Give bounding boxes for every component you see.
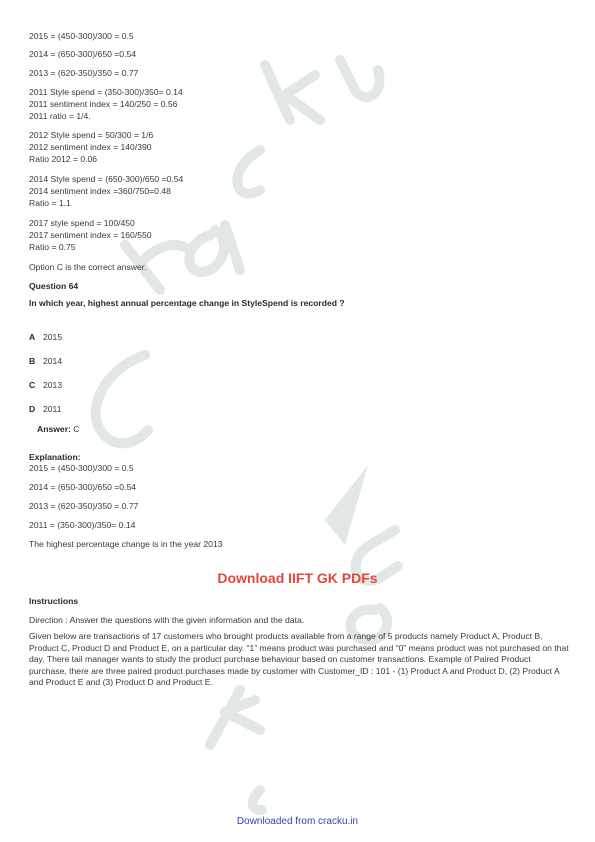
answer-line <box>37 423 80 435</box>
calc-line-2012-style-spend: 2012 Style spend = 50/300 = 1/6 <box>29 130 154 140</box>
explanation-conclusion: The highest percentage change is in the year 2013 <box>29 539 223 549</box>
instructions-direction: Direction : Answer the questions with the given information and the data. <box>29 615 305 625</box>
question-number: Question 64 <box>29 281 79 291</box>
calc-line-2015: 2015 = (450-300)/300 = 0.5 <box>29 31 134 41</box>
option-a-letter[interactable]: A <box>29 332 36 342</box>
option-c-text[interactable]: 2013 <box>43 380 63 390</box>
calc-line-2013: 2013 = (620-350)/350 = 0.77 <box>29 68 139 78</box>
answer-label: Answer: <box>37 424 71 434</box>
calc-line-2014: 2014 = (650-300)/650 =0.54 <box>29 49 137 59</box>
option-d-text[interactable]: 2011 <box>43 404 62 414</box>
calc-line-2012-ratio: Ratio 2012 = 0.06 <box>29 154 98 164</box>
instructions-body: Given below are transactions of 17 customers who brought products available from a range of 5 products namely Product A, Product B, Product C, Product D and Product E, on a particular day. “1” means product was purchased and “0” means product was not purchased on that day. There tail manager wants to study the product purchase behaviour based on customer transactions. Example of Paired Product purchase, there are three paired product purchases made by customer with Customer_ID : 101 - (1) Product A and Product D, (2) Product A and Product E and (3) Product D and Product E. <box>29 631 569 688</box>
option-b-text[interactable]: 2014 <box>43 356 63 366</box>
calc-line-2017-ratio: Ratio = 0.75 <box>29 242 76 252</box>
calc-line-2017-style-spend: 2017 style spend = 100/450 <box>29 218 135 228</box>
explanation-line-2011: 2011 = (350-300)/350= 0.14 <box>29 520 136 530</box>
calc-line-2012-sentiment: 2012 sentiment index = 140/390 <box>29 142 152 152</box>
explanation-heading: Explanation: <box>29 452 81 462</box>
download-pdfs-link[interactable]: Download IIFT GK PDFs <box>217 570 378 586</box>
calc-line-2014-style-spend: 2014 Style spend = (650-300)/650 =0.54 <box>29 174 184 184</box>
calc-line-2014-ratio: Ratio = 1.1 <box>29 198 71 208</box>
correct-answer-note: Option C is the correct answer. <box>29 262 147 272</box>
explanation-line-2014: 2014 = (650-300)/650 =0.54 <box>29 482 137 492</box>
calc-line-2017-sentiment: 2017 sentiment index = 160/550 <box>29 230 152 240</box>
option-d-letter[interactable]: D <box>29 404 36 414</box>
option-c-letter[interactable]: C <box>29 380 36 390</box>
explanation-line-2013: 2013 = (620-350)/350 = 0.77 <box>29 501 139 511</box>
explanation-line-2015: 2015 = (450-300)/300 = 0.5 <box>29 463 134 473</box>
option-b-letter[interactable]: B <box>29 356 36 366</box>
instructions-heading: Instructions <box>29 596 79 606</box>
footer-source-link[interactable]: Downloaded from cracku.in <box>236 816 359 827</box>
answer-value: C <box>73 424 80 434</box>
calc-line-2014-sentiment: 2014 sentiment index =360/750=0.48 <box>29 186 171 196</box>
calc-line-2011-ratio: 2011 ratio = 1/4. <box>29 111 91 121</box>
calc-line-2011-sentiment: 2011 sentiment index = 140/250 = 0.56 <box>29 99 178 109</box>
option-a-text[interactable]: 2015 <box>43 332 63 342</box>
calc-line-2011-style-spend: 2011 Style spend = (350-300)/350= 0.14 <box>29 87 183 97</box>
question-text: In which year, highest annual percentage change in StyleSpend is recorded ? <box>29 298 345 308</box>
